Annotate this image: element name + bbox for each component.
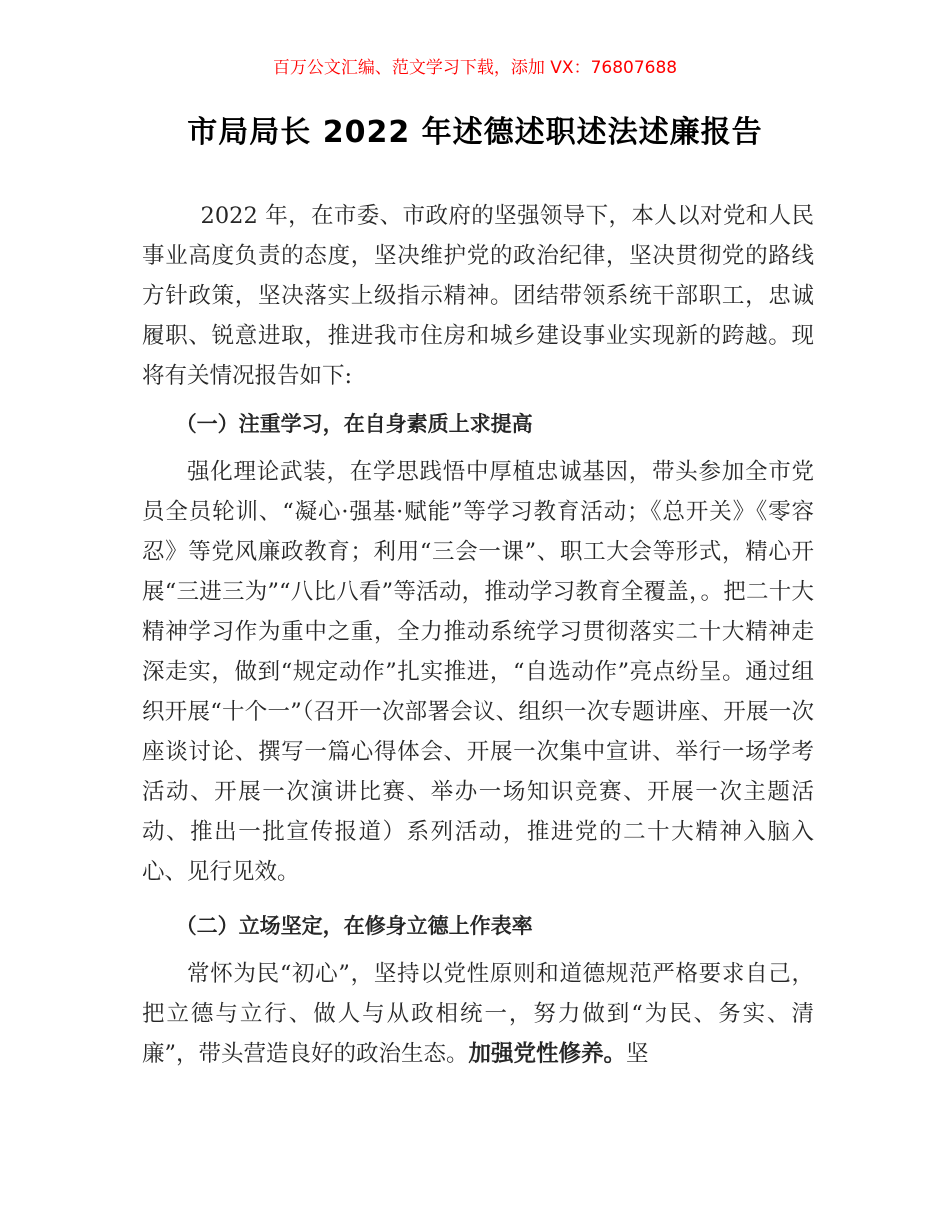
section-2-heading: （二）立场坚定，在修身立德上作表率 (175, 914, 533, 938)
section-2-continuation: 坚 (626, 1041, 649, 1067)
section-2-text: 常怀为民“初心”，坚持以党性原则和道德规范严格要求自己，把立德与立行、做人与从政相统一，努力做到“为民、务实、清廉”，带头营造良好的政治生态。 (142, 961, 814, 1067)
promo-banner: 百万公文汇编、范文学习下载，添加 VX：76807688 (272, 58, 678, 78)
section-2-bold-lead: 加强党性修养。 (468, 1041, 627, 1067)
section-2-paragraph (142, 954, 814, 1074)
section-1-paragraph: 强化理论武装，在学思践悟中厚植忠诚基因，带头参加全市党员全员轮训、“凝心·强基·赋能”等学习教育活动；《总开关》《零容忍》等党风廉政教育；利用“三会一课”、职工大会等形式，精心开展“三进三为”“八比八看”等活动，推动学习教育全覆盖，。把二十大精神学习作为重中之重，全力推动系统学习贯彻落实二十大精神走深走实，做到“规定动作”扎实推进，“自选动作”亮点纷呈。通过组织开展“十个一”（召开一次部署会议、组织一次专题讲座、开展一次座谈讨论、撰写一篇心得体会、开展一次集中宣讲、举行一场学考活动、开展一次演讲比赛、举办一场知识竞赛、开展一次主题活动、推出一批宣传报道）系列活动，推进党的二十大精神入脑入心、见行见效。 (142, 459, 814, 885)
document-title: 市局局长 2022 年述德述职述法述廉报告 (187, 115, 763, 150)
intro-paragraph: 2022 年，在市委、市政府的坚强领导下，本人以对党和人民事业高度负责的态度，坚决维护党的政治纪律，坚决贯彻党的路线方针政策，坚决落实上级指示精神。团结带领系统干部职工，忠诚履职、锐意进取，推进我市住房和城乡建设事业实现新的跨越。现将有关情况报告如下: (142, 203, 814, 389)
section-1-heading: （一）注重学习，在自身素质上求提高 (175, 412, 533, 436)
document-body (142, 196, 814, 1074)
